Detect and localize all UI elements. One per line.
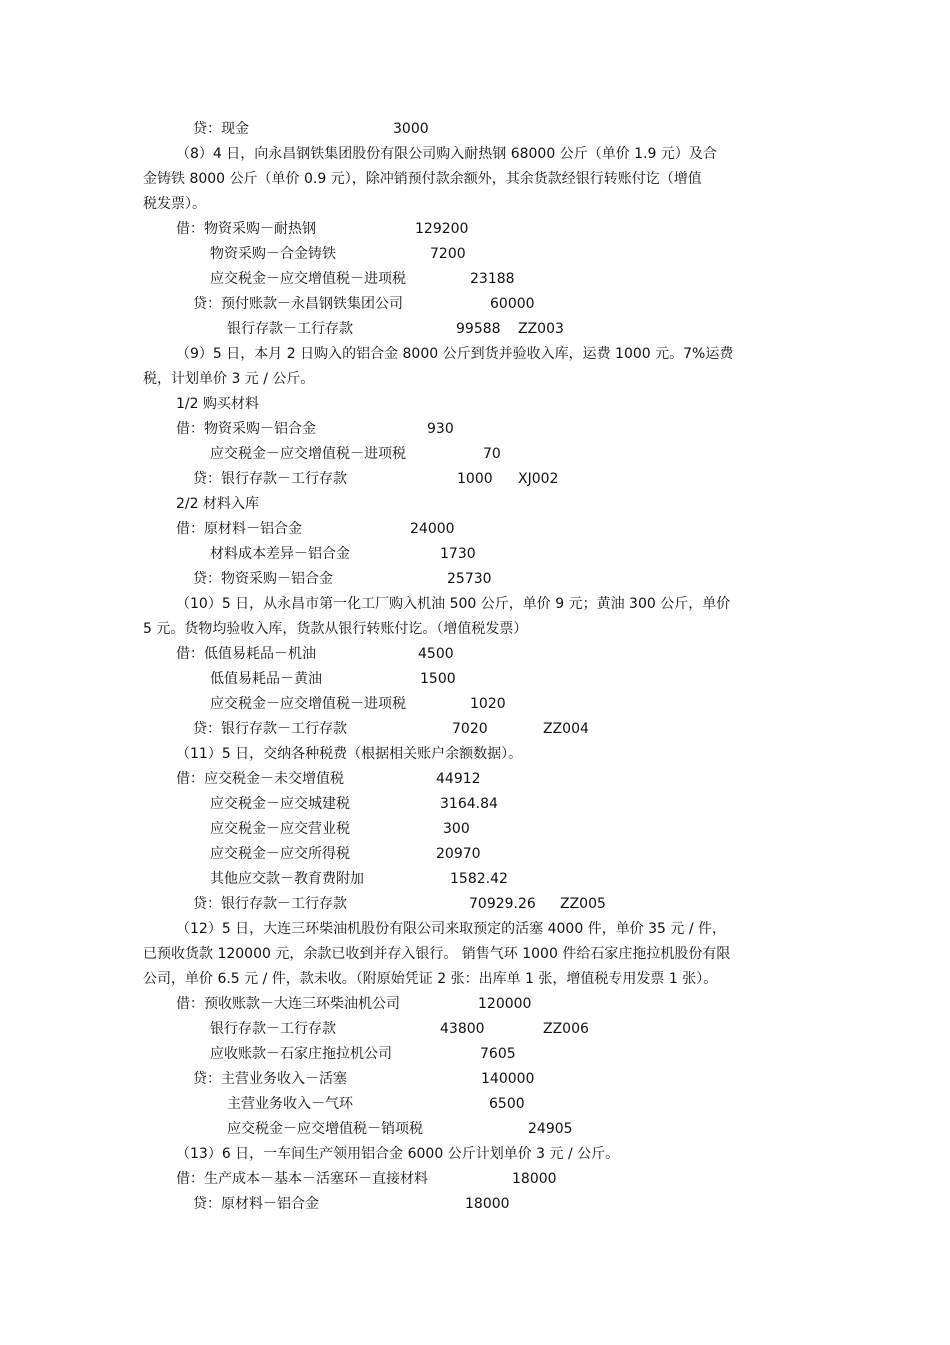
- text-line: （8）4 日，向永昌钢铁集团股份有限公司购入耐热钢 68000 公斤（单价 1.9 元）及合: [176, 146, 717, 162]
- text-line: 公司，单价 6.5 元 / 件，款未收。（附原始凭证 2 张：出库单 1 张，增值税专用发票 1 张）。: [143, 971, 718, 987]
- text-line: 银行存款－工行存款: [227, 321, 353, 337]
- text-line: 应交税金－应交增值税－进项税: [210, 446, 406, 462]
- amount-value: 1500: [420, 671, 456, 687]
- text-line: （11）5 日，交纳各种税费（根据相关账户余额数据）。: [176, 746, 523, 762]
- text-line: 低值易耗品－黄油: [210, 671, 322, 687]
- text-line: 贷：现金: [193, 121, 249, 137]
- amount-value: 70929.26: [469, 896, 536, 912]
- text-line: 应交税金－应交营业税: [210, 821, 350, 837]
- amount-value: 20970: [436, 846, 481, 862]
- text-line: 贷：物资采购－铝合金: [193, 571, 333, 587]
- text-line: 税，计划单价 3 元 / 公斤。: [143, 371, 315, 387]
- text-line: 借：物资采购－耐热钢: [176, 221, 316, 237]
- amount-value: 70: [483, 446, 501, 462]
- text-line: 1/2 购买材料: [176, 396, 259, 412]
- amount-value: 18000: [512, 1171, 557, 1187]
- text-line: 贷：预付账款－永昌钢铁集团公司: [193, 296, 403, 312]
- text-line: 应交税金－应交增值税－销项税: [227, 1121, 423, 1137]
- amount-value: 7605: [480, 1046, 516, 1062]
- text-line: 贷：原材料－铝合金: [193, 1196, 319, 1212]
- text-line: 借：生产成本－基本－活塞环－直接材料: [176, 1171, 428, 1187]
- text-line: 借：应交税金－未交增值税: [176, 771, 344, 787]
- text-line: 2/2 材料入库: [176, 496, 259, 512]
- amount-value: 1582.42: [450, 871, 508, 887]
- voucher-ref: ZZ004: [543, 721, 589, 737]
- text-line: 应交税金－应交所得税: [210, 846, 350, 862]
- amount-value: 3000: [393, 121, 429, 137]
- voucher-ref: ZZ005: [560, 896, 606, 912]
- amount-value: 24905: [528, 1121, 573, 1137]
- amount-value: 23188: [470, 271, 515, 287]
- text-line: 贷：银行存款－工行存款: [193, 721, 347, 737]
- voucher-ref: ZZ006: [543, 1021, 589, 1037]
- amount-value: 120000: [478, 996, 532, 1012]
- text-line: 借：物资采购－铝合金: [176, 421, 316, 437]
- text-line: 银行存款－工行存款: [210, 1021, 336, 1037]
- amount-value: 43800: [440, 1021, 485, 1037]
- text-line: 贷：银行存款－工行存款: [193, 896, 347, 912]
- amount-value: 4500: [418, 646, 454, 662]
- text-line: 其他应交款－教育费附加: [210, 871, 364, 887]
- text-line: 5 元。货物均验收入库，货款从银行转账付讫。（增值税发票）: [143, 621, 528, 637]
- amount-value: 7020: [452, 721, 488, 737]
- text-line: 贷：银行存款－工行存款: [193, 471, 347, 487]
- text-line: 主营业务收入－气环: [227, 1096, 353, 1112]
- amount-value: 129200: [415, 221, 469, 237]
- amount-value: 1020: [470, 696, 506, 712]
- voucher-ref: ZZ003: [518, 321, 564, 337]
- amount-value: 44912: [436, 771, 481, 787]
- text-line: （9）5 日，本月 2 日购入的铝合金 8000 公斤到货并验收入库，运费 1000 元。7%运费: [176, 346, 734, 362]
- amount-value: 930: [427, 421, 454, 437]
- text-line: 应交税金－应交城建税: [210, 796, 350, 812]
- text-line: （13）6 日，一车间生产领用铝合金 6000 公斤计划单价 3 元 / 公斤。: [176, 1146, 620, 1162]
- amount-value: 25730: [447, 571, 492, 587]
- text-line: 金铸铁 8000 公斤（单价 0.9 元），除冲销预付款余额外，其余货款经银行转账付讫（增值: [143, 171, 702, 187]
- amount-value: 99588: [456, 321, 501, 337]
- text-line: 已预收货款 120000 元，余款已收到并存入银行。 销售气环 1000 件给石家庄拖拉机股份有限: [143, 946, 731, 962]
- amount-value: 60000: [490, 296, 535, 312]
- text-line: 贷：主营业务收入－活塞: [193, 1071, 347, 1087]
- text-line: 借：原材料－铝合金: [176, 521, 302, 537]
- amount-value: 1730: [440, 546, 476, 562]
- text-line: 材料成本差异－铝合金: [210, 546, 350, 562]
- amount-value: 7200: [430, 246, 466, 262]
- text-line: （12）5 日，大连三环柴油机股份有限公司来取预定的活塞 4000 件，单价 35 元 / 件，: [176, 921, 727, 937]
- text-line: 借：预收账款－大连三环柴油机公司: [176, 996, 400, 1012]
- text-line: 应交税金－应交增值税－进项税: [210, 696, 406, 712]
- text-line: 物资采购－合金铸铁: [210, 246, 336, 262]
- amount-value: 24000: [410, 521, 455, 537]
- voucher-ref: XJ002: [518, 471, 559, 487]
- text-line: 应收账款－石家庄拖拉机公司: [210, 1046, 392, 1062]
- amount-value: 18000: [465, 1196, 510, 1212]
- text-line: 应交税金－应交增值税－进项税: [210, 271, 406, 287]
- amount-value: 3164.84: [440, 796, 498, 812]
- amount-value: 6500: [489, 1096, 525, 1112]
- amount-value: 140000: [481, 1071, 535, 1087]
- text-line: 税发票）。: [143, 196, 206, 212]
- text-line: （10）5 日，从永昌市第一化工厂购入机油 500 公斤，单价 9 元；黄油 300 公斤，单价: [176, 596, 731, 612]
- amount-value: 300: [443, 821, 470, 837]
- text-line: 借：低值易耗品－机油: [176, 646, 316, 662]
- amount-value: 1000: [457, 471, 493, 487]
